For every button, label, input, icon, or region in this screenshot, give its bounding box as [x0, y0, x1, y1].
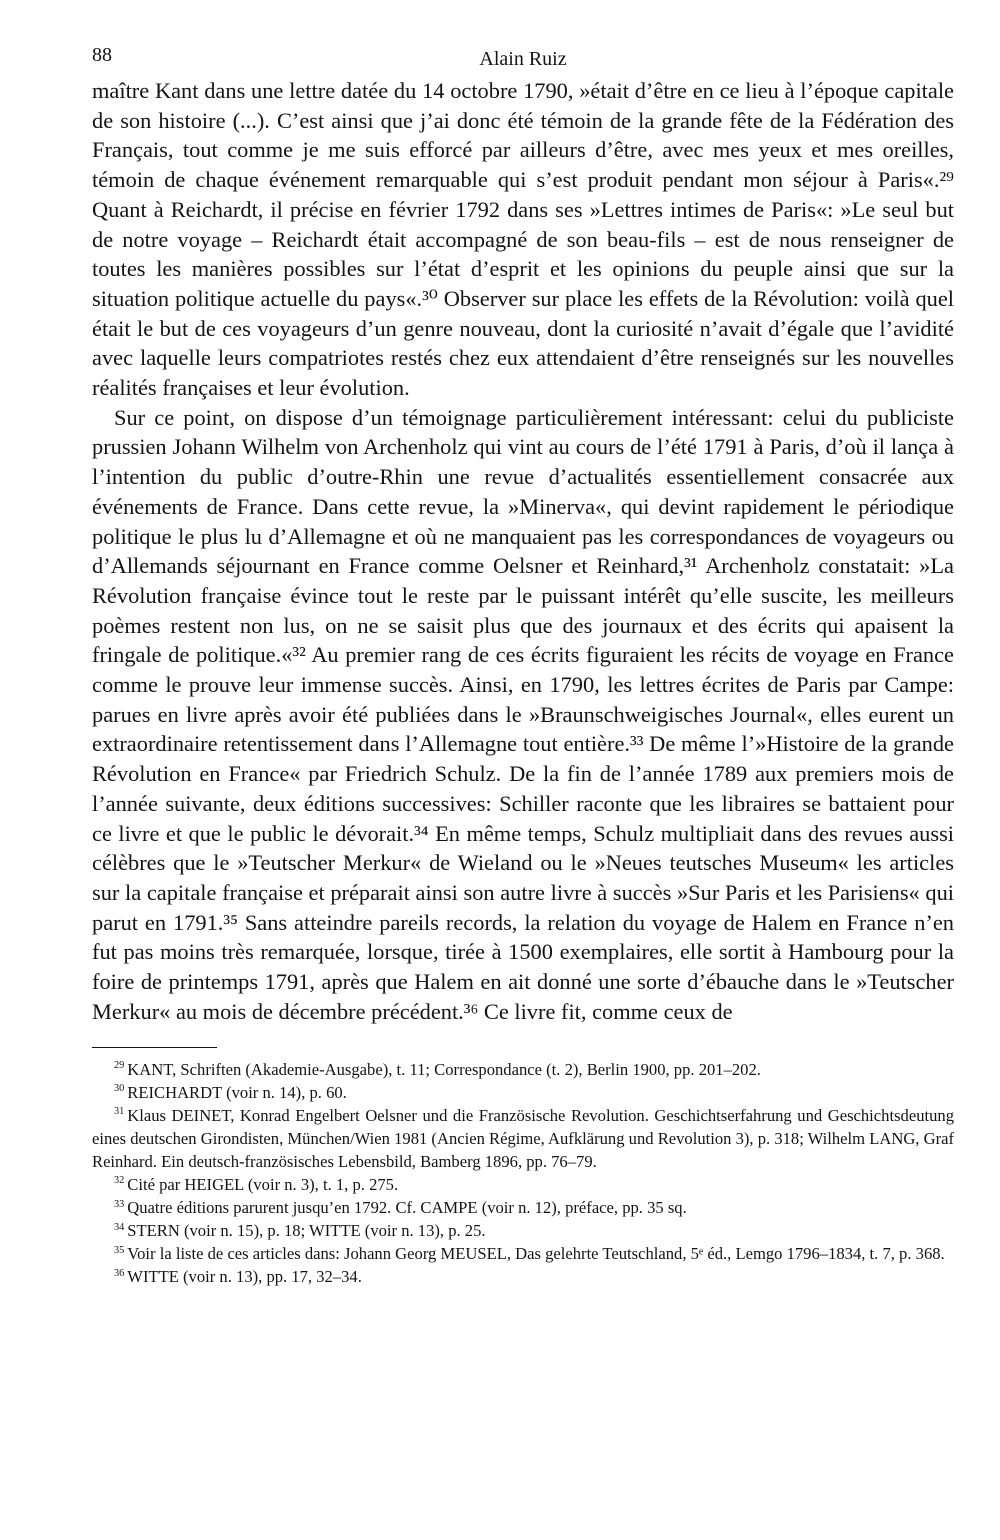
- footnote: [92, 1265, 954, 1288]
- footnote: [92, 1219, 954, 1242]
- footnote-rule: [92, 1047, 217, 1048]
- footnote: [92, 1196, 954, 1219]
- running-head: Alain Ruiz: [479, 48, 567, 70]
- footnote-text: Klaus DEINET, Konrad Engelbert Oelsner und die Französische Revolution. Geschichtserfahrung und Geschichtsdeutung eines deutschen Girondisten, München/Wien 1981 (Ancien Régime, Aufklärung und Revolution 3), p. 318; Wilhelm LANG, Graf Reinhard. Ein deutsch-französisches Lebensbild, Bamberg 1896, pp. 76–79.: [92, 1105, 954, 1171]
- footnote-number: 29: [114, 1059, 125, 1071]
- footnote-text: STERN (voir n. 15), p. 18; WITTE (voir n. 13), p. 25.: [127, 1221, 486, 1241]
- footnotes: [92, 1058, 954, 1289]
- footnote-number: 30: [114, 1083, 125, 1095]
- body-paragraph: Sur ce point, on dispose d’un témoignage particulièrement intéressant: celui du publiciste prussien Johann Wilhelm von Archenholz qui vint au cours de l’été 1791 à Paris, d’où il lança à l’intention du public d’outre-Rhin une revue d’actualités essentiellement consacrée aux événements de France. Dans cette revue, la »Minerva«, qui devint rapidement le périodique politique le plus lu d’Allemagne et où ne manquaient pas les correspondances de voyageurs ou d’Allemands séjournant en France comme Oelsner et Reinhard,³¹ Archenholz constatait: »La Révolution française évince tout le reste par le puissant intérêt qu’elle suscite, les meilleurs poèmes restent non lus, on ne se saisit plus que des journaux et des écrits qui apaisent la fringale de politique.«³² Au premier rang de ces écrits figuraient les récits de voyage en France comme le prouve leur immense succès. Ainsi, en 1790, les lettres écrites de Paris par Campe: parues en livre après avoir été publiées dans le »Braunschweigisches Journal«, elles eurent un extraordinaire retentissement dans l’Allemagne tout entière.³³ De même l’»Histoire de la grande Révolution en France« par Friedrich Schulz. De la fin de l’année 1789 aux premiers mois de l’année suivante, deux éditions successives: Schiller raconte que les libraires se battaient pour ce livre et que le public le dévorait.³⁴ En même temps, Schulz multipliait dans des revues aussi célèbres que le »Teutscher Merkur« de Wieland ou le »Neues teutsches Museum« les articles sur la capitale française et préparait ainsi son autre livre à succès »Sur Paris et les Parisiens« qui parut en 1791.³⁵ Sans atteindre pareils records, la relation du voyage de Halem en France n’en fut pas moins très remarquée, lorsque, tirée à 1500 exemplaires, elle sortit à Hambourg pour la foire de printemps 1791, après que Halem en ait donné une sorte d’ébauche dans le »Teutscher Merkur« au mois de décembre précédent.³⁶ Ce livre fit, comme ceux de: [92, 404, 954, 1024]
- footnote-number: 35: [114, 1244, 125, 1256]
- footnote-text: KANT, Schriften (Akademie-Ausgabe), t. 11; Correspondance (t. 2), Berlin 1900, pp. 201–202.: [127, 1059, 761, 1079]
- footnote: [92, 1081, 954, 1104]
- footnote-number: 32: [114, 1175, 125, 1187]
- footnote: [92, 1058, 954, 1081]
- footnote-text: Quatre éditions parurent jusqu’en 1792. Cf. CAMPE (voir n. 12), préface, pp. 35 sq.: [127, 1198, 687, 1218]
- footnote-text: Voir la liste de ces articles dans: Johann Georg MEUSEL, Das gelehrte Teutschland, 5ᵉ éd., Lemgo 1796–1834, t. 7, p. 368.: [127, 1244, 945, 1264]
- footnote-number: 36: [114, 1267, 125, 1279]
- footnote: [92, 1173, 954, 1196]
- footnote-text: REICHARDT (voir n. 14), p. 60.: [127, 1082, 347, 1102]
- footnote-number: 33: [114, 1198, 125, 1210]
- footnote-text: WITTE (voir n. 13), pp. 17, 32–34.: [127, 1267, 362, 1287]
- body-text: [92, 76, 954, 1027]
- page: [92, 40, 954, 1288]
- footnote-number: 31: [114, 1106, 125, 1118]
- footnote-text: Cité par HEIGEL (voir n. 3), t. 1, p. 275.: [127, 1174, 399, 1194]
- footnote: [92, 1104, 954, 1173]
- footnote: [92, 1242, 954, 1265]
- footnote-number: 34: [114, 1221, 125, 1233]
- page-number: 88: [92, 44, 112, 66]
- page-header: [92, 40, 954, 76]
- body-paragraph: maître Kant dans une lettre datée du 14 octobre 1790, »était d’être en ce lieu à l’époque capitale de son histoire (...). C’est ainsi que j’ai donc été témoin de la grande fête de la Fédération des Français, tout comme je me suis efforcé par ailleurs d’être, avec mes yeux et mes oreilles, témoin de chaque événement remarquable qui s’est produit pendant mon séjour à Paris«.²⁹ Quant à Reichardt, il précise en février 1792 dans ses »Lettres intimes de Paris«: »Le seul but de notre voyage – Reichardt était accompagné de son beau-fils – est de nous renseigner de toutes les manières possibles sur l’état d’esprit et les opinions du peuple ainsi que sur la situation politique actuelle du pays«.³⁰ Observer sur place les effets de la Révolution: voilà quel était le but de ces voyageurs d’un genre nouveau, dont la curiosité n’avait d’égale que l’avidité avec laquelle leurs compatriotes restés chez eux attendaient d’être renseignés sur les nouvelles réalités françaises et leur évolution.: [92, 78, 954, 401]
